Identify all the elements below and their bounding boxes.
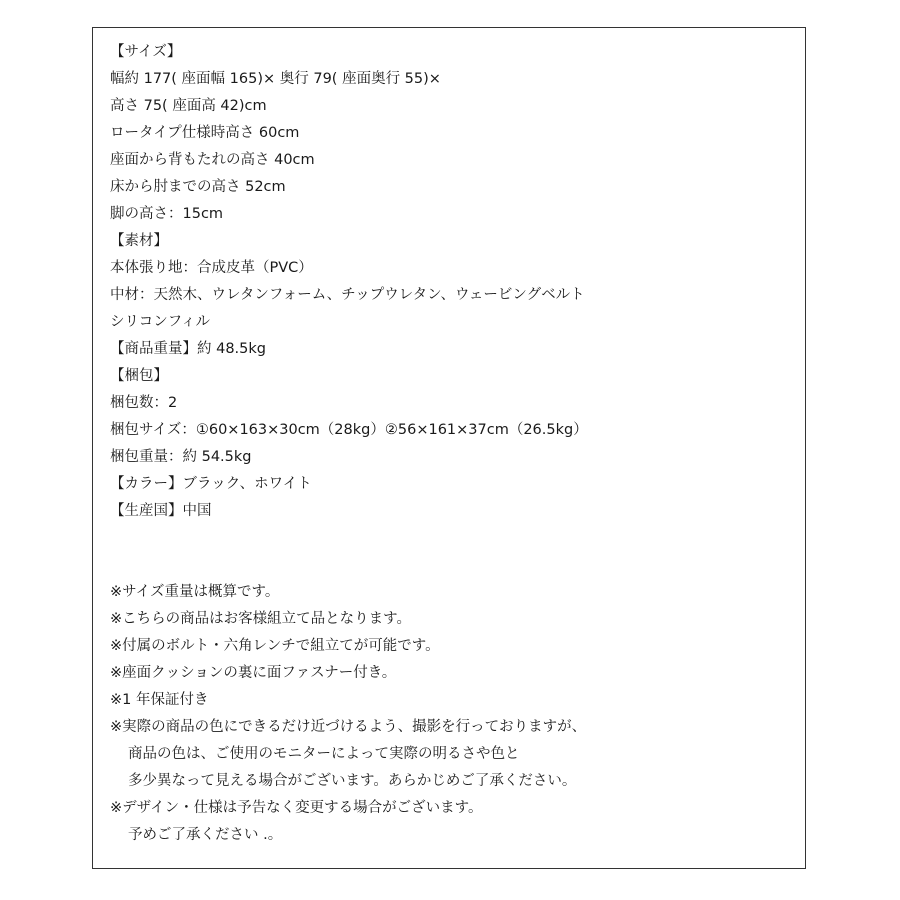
spec-line: 【サイズ】 [110,44,182,60]
blank-line [110,525,588,552]
spec-line: ※サイズ重量は概算です。 [110,584,280,600]
spec-line: 本体張り地：合成皮革（PVC） [110,260,313,276]
spec-line: 幅約 177( 座面幅 165)× 奥行 79( 座面奥行 55)× [110,71,441,87]
spec-line: 【素材】 [110,233,168,249]
spec-line: 座面から背もたれの高さ 40cm [110,152,315,168]
spec-line: 【カラー】ブラック、ホワイト [110,476,312,492]
spec-line: 床から肘までの高さ 52cm [110,179,286,195]
spec-line: 【商品重量】約 48.5kg [110,341,266,357]
spec-line-list [110,39,588,849]
spec-line: ※付属のボルト・六角レンチで組立てが可能です。 [110,638,440,654]
spec-line: 梱包数：2 [110,395,178,411]
spec-line: 予めご了承ください .。 [128,827,283,843]
spec-line: 梱包重量：約 54.5kg [110,449,252,465]
spec-line: 高さ 75( 座面高 42)cm [110,98,267,114]
spec-line: ロータイプ仕様時高さ 60cm [110,125,300,141]
spec-line: 脚の高さ：15cm [110,206,224,222]
spec-line: 【梱包】 [110,368,168,384]
spec-line: ※こちらの商品はお客様組立て品となります。 [110,611,411,627]
product-spec-box [92,27,806,869]
spec-line: 【生産国】中国 [110,503,212,519]
spec-line: ※座面クッションの裏に面ファスナー付き。 [110,665,397,681]
spec-line: 多少異なって見える場合がございます。あらかじめご了承ください。 [128,773,577,789]
spec-line: シリコンフィル [110,314,211,330]
spec-line: ※実際の商品の色にできるだけ近づけるよう、撮影を行っておりますが、 [110,719,587,735]
spec-line: 商品の色は、ご使用のモニターによって実際の明るさや色と [128,746,520,762]
spec-line: 中材：天然木、ウレタンフォーム、チップウレタン、ウェービングベルト [110,287,585,303]
blank-line [110,552,588,579]
spec-line: 梱包サイズ：①60×163×30cm（28kg）②56×161×37cm（26.5kg） [110,422,588,438]
spec-line: ※1 年保証付き [110,692,209,708]
spec-line: ※デザイン・仕様は予告なく変更する場合がございます。 [110,800,483,816]
